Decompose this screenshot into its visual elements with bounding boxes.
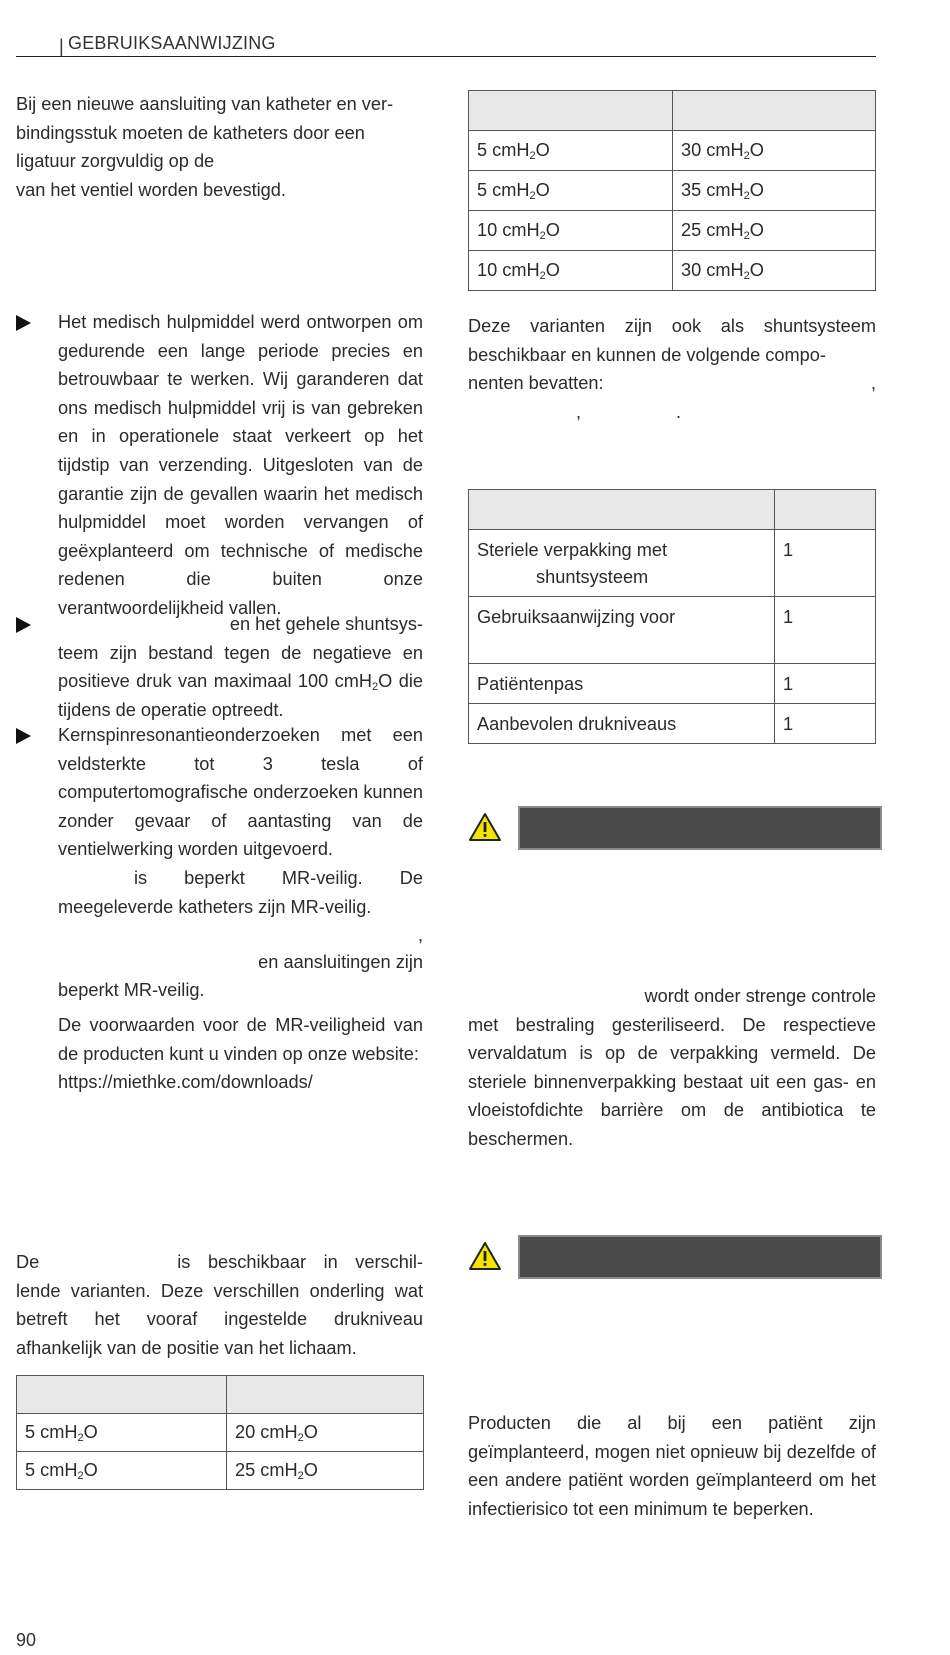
table-row bbox=[469, 597, 876, 664]
table-cell: Aanbevolen drukniveaus bbox=[469, 704, 775, 744]
table-cell: 5 cmH$_2$O bbox=[17, 1452, 227, 1490]
bullet-mri bbox=[16, 721, 423, 1097]
table-cell: 1 bbox=[775, 530, 876, 597]
table-row bbox=[17, 1414, 424, 1452]
table-cell: 1 bbox=[775, 664, 876, 704]
pressure-table-left bbox=[16, 1375, 424, 1490]
components-table bbox=[468, 489, 876, 744]
page-header bbox=[16, 28, 876, 57]
bullet-arrow-icon bbox=[16, 728, 31, 744]
table-cell: 25 cmH$_2$O bbox=[673, 211, 876, 251]
header-separator: | bbox=[59, 36, 64, 56]
bullet-warranty-text: Het medisch hulpmiddel werd ontworpen om gedurende een lange periode precies en betrouwbaar te werken. Wij garanderen dat ons medisch hulpmiddel vrij is van gebreken en in operationele staat verkeert op het tijdstip van verzending. Uitgesloten van de garantie zijn de gevallen waarin het medisch hulpmiddel moet worden vervangen of geëxplanteerd om technische of medische redenen die buiten onze verantwoordelijkheid vallen. bbox=[58, 312, 423, 618]
shunt-components-line: nenten bevatten: , bbox=[468, 373, 876, 394]
warning-bar bbox=[518, 806, 882, 850]
bullet-pressure bbox=[16, 610, 423, 724]
warning-heading-2 bbox=[468, 1235, 880, 1279]
warning-heading-1 bbox=[468, 806, 880, 850]
intro-line-4: van het ventiel worden bevestigd. bbox=[16, 179, 286, 200]
table-row bbox=[469, 211, 876, 251]
table-row bbox=[469, 530, 876, 597]
page-number: 90 bbox=[16, 1630, 37, 1650]
table-cell: 5 cmH$_2$O bbox=[469, 131, 673, 171]
table-header-row bbox=[469, 91, 876, 131]
reuse-text: Producten die al bij een patiënt zijn geïmplanteerd, mogen niet opnieuw bij dezelfde of een andere patiënt worden geïmplanteerd om het infectierisico tot een minimum te beperken. bbox=[468, 1413, 876, 1519]
warning-icon bbox=[468, 812, 502, 842]
table-cell: 1 bbox=[775, 704, 876, 744]
table-header-row bbox=[17, 1376, 424, 1414]
table-cell: 25 cmH$_2$O bbox=[227, 1452, 424, 1490]
header-title: GEBRUIKSAANWIJZING bbox=[68, 33, 276, 53]
table-header-cell bbox=[469, 490, 775, 530]
table-cell: Patiëntenpas bbox=[469, 664, 775, 704]
table-cell: 20 cmH$_2$O bbox=[227, 1414, 424, 1452]
table-cell: Steriele verpakking met shuntsysteem bbox=[469, 530, 775, 597]
table-cell: 1 bbox=[775, 597, 876, 664]
table-row bbox=[469, 664, 876, 704]
variants-text: De is beschikbaar in verschil- lende varianten. Deze verschillen onderling wat betreft het vooraf ingestelde drukniveau afhankelijk van de positie van het lichaam. bbox=[16, 1252, 423, 1358]
table-cell: 35 cmH$_2$O bbox=[673, 171, 876, 211]
table-cell: 10 cmH$_2$O bbox=[469, 211, 673, 251]
intro-paragraph bbox=[16, 90, 423, 204]
table-row bbox=[469, 171, 876, 211]
sterile-text-1: wordt onder strenge controle bbox=[644, 986, 876, 1006]
table-header-row bbox=[469, 490, 876, 530]
table-header-cell bbox=[469, 91, 673, 131]
warning-icon bbox=[468, 1241, 502, 1271]
bullet-mri-limited: beperkt MR-veilig. bbox=[58, 980, 205, 1001]
table-cell: 30 cmH$_2$O bbox=[673, 131, 876, 171]
pressure-table-right bbox=[468, 90, 876, 291]
mr-conditions-text: De voorwaarden voor de MR-veiligheid van de producten kunt u vinden op onze website: bbox=[58, 1014, 423, 1064]
table-cell: 5 cmH$_2$O bbox=[469, 171, 673, 211]
table-header-cell bbox=[775, 490, 876, 530]
intro-line-3: ligatuur zorgvuldig op de bbox=[16, 151, 215, 172]
table-row bbox=[469, 251, 876, 291]
shunt-paragraph bbox=[468, 312, 876, 426]
bullet-mri-limited-text: is beperkt MR-veilig. De meegeleverde katheters zijn MR-veilig. bbox=[58, 867, 423, 917]
bullet-mri-connections: en aansluitingen zijn bbox=[258, 951, 423, 972]
intro-line-2: bindingsstuk moeten de katheters door een bbox=[16, 122, 365, 143]
table-cell: Gebruiksaanwijzing voor bbox=[469, 597, 775, 664]
table-row bbox=[469, 704, 876, 744]
bullet-mri-text: Kernspinresonantieonderzoeken met een veldsterkte tot 3 tesla of computertomografische onderzoeken kunnen zonder gevaar of aantasting van de ventielwerking worden uitgevoerd. bbox=[58, 725, 423, 860]
shunt-components-line-2: , . bbox=[576, 401, 682, 422]
sterile-text-2: met bestraling gesteriliseerd. De respectieve vervaldatum is op de verpakking vermeld. De steriele binnenverpakking bestaat uit een gas- en vloeistofdichte barrière om de antibiotica te beschermen. bbox=[468, 1014, 876, 1149]
table-row bbox=[17, 1452, 424, 1490]
shunt-text: Deze varianten zijn ook als shuntsysteem beschikbaar en kunnen de volgende compo- bbox=[468, 316, 876, 365]
table-header-cell bbox=[227, 1376, 424, 1414]
table-cell: 10 cmH$_2$O bbox=[469, 251, 673, 291]
table-header-cell bbox=[673, 91, 876, 131]
table-cell: 5 cmH$_2$O bbox=[17, 1414, 227, 1452]
sterile-paragraph bbox=[468, 982, 876, 1154]
reuse-paragraph bbox=[468, 1409, 876, 1523]
bullet-pressure-text: en het gehele shuntsys- teem zijn bestand tegen de negatieve en positieve druk van maximaal 100 cmH$_2$O die tijdens de operatie optreedt. bbox=[58, 614, 423, 720]
bullet-warranty bbox=[16, 308, 423, 623]
intro-line-1: Bij een nieuwe aansluiting van katheter en ver- bbox=[16, 94, 394, 114]
bullet-mri-comma: , bbox=[417, 925, 423, 946]
variants-paragraph bbox=[16, 1248, 423, 1362]
table-cell: 30 cmH$_2$O bbox=[673, 251, 876, 291]
table-row bbox=[469, 131, 876, 171]
mr-conditions-url[interactable]: https://miethke.com/downloads/ bbox=[58, 1072, 313, 1093]
bullet-arrow-icon bbox=[16, 617, 31, 633]
bullet-arrow-icon bbox=[16, 315, 31, 331]
warning-bar bbox=[518, 1235, 882, 1279]
table-header-cell bbox=[17, 1376, 227, 1414]
